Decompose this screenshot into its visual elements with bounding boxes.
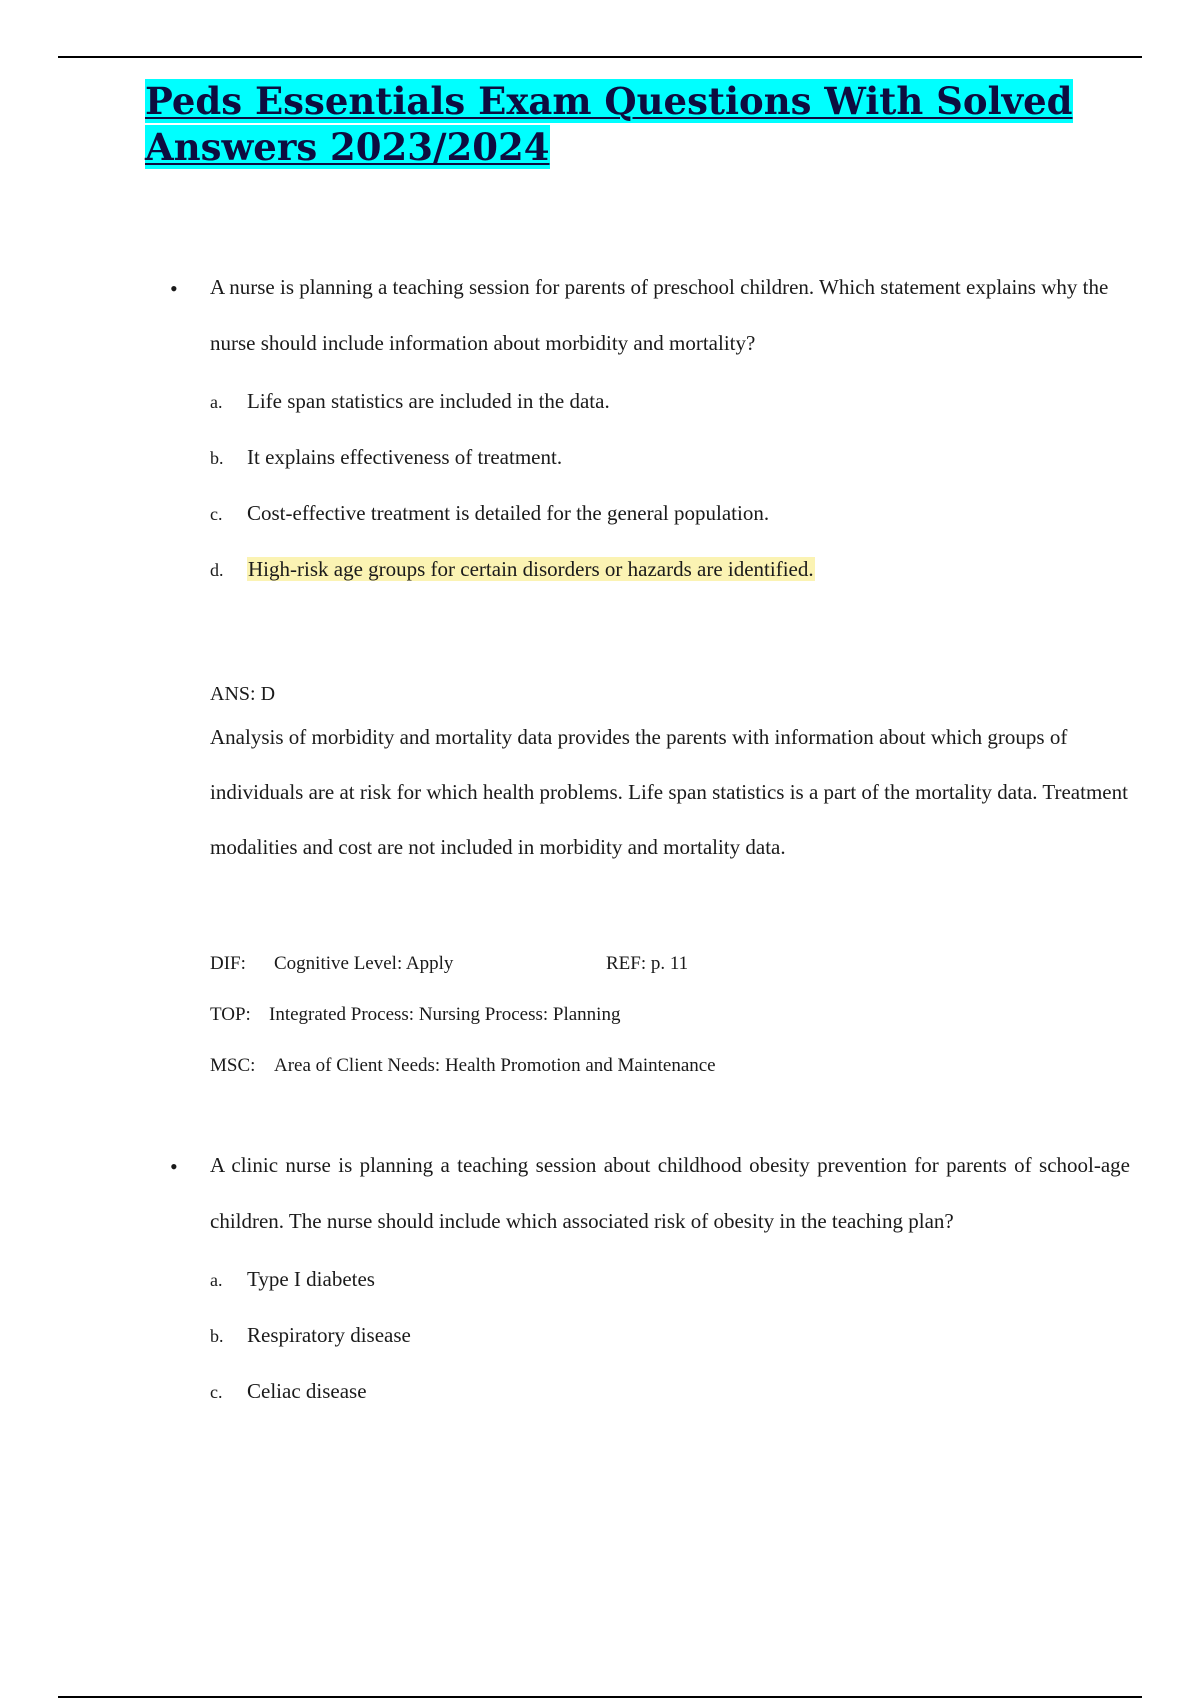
top-row bbox=[210, 998, 1130, 1049]
option-a bbox=[210, 1261, 1130, 1317]
option-text: Respiratory disease bbox=[247, 1323, 411, 1347]
bullet-icon: • bbox=[170, 276, 178, 301]
msc-label: MSC: bbox=[210, 1055, 256, 1076]
question-1-text: A nurse is planning a teaching session for parents of preschool children. Which statement explains why the nurse should include information about morbidity and mortality? bbox=[210, 275, 1109, 355]
rationale-text: Analysis of morbidity and mortality data provides the parents with information about which groups of individuals are at risk for which health problems. Life span statistics is a part of the mortality data. Treatment modalities and cost are not included in morbidity and mortality data. bbox=[210, 725, 1128, 859]
correct-option-text: High-risk age groups for certain disorders or hazards are identified. bbox=[248, 557, 814, 581]
question-1 bbox=[170, 273, 1130, 607]
option-text: It explains effectiveness of treatment. bbox=[247, 445, 563, 469]
option-b bbox=[210, 1317, 1130, 1373]
top-label: TOP: bbox=[210, 1004, 251, 1025]
option-a bbox=[210, 383, 1130, 439]
msc-value: Area of Client Needs: Health Promotion and Maintenance bbox=[274, 1055, 716, 1076]
dif-value: Cognitive Level: Apply bbox=[274, 953, 454, 974]
answer-label: ANS: D bbox=[210, 683, 276, 705]
option-letter: a. bbox=[210, 1270, 223, 1290]
option-text: Life span statistics are included in the data. bbox=[247, 389, 610, 413]
question-2 bbox=[170, 1151, 1130, 1429]
msc-row bbox=[210, 1049, 1130, 1100]
option-text: Cost-effective treatment is detailed for the general population. bbox=[247, 501, 770, 525]
top-value: Integrated Process: Nursing Process: Planning bbox=[269, 1004, 621, 1025]
option-d bbox=[210, 551, 1130, 607]
option-letter: c. bbox=[210, 504, 223, 524]
option-letter: a. bbox=[210, 392, 223, 412]
option-text: Celiac disease bbox=[247, 1379, 367, 1403]
question-2-text: A clinic nurse is planning a teaching session about childhood obesity prevention for parents of school-age children. The nurse should include which associated risk of obesity in the teaching plan? bbox=[210, 1153, 1130, 1233]
option-text: Type I diabetes bbox=[247, 1267, 375, 1291]
answer-block bbox=[210, 676, 1130, 875]
bullet-icon: • bbox=[170, 1154, 178, 1179]
question-metadata bbox=[210, 947, 1130, 1100]
bottom-rule bbox=[58, 1696, 1142, 1698]
dif-row bbox=[210, 947, 1130, 998]
ref-value: REF: p. 11 bbox=[606, 953, 689, 974]
top-rule bbox=[58, 56, 1142, 58]
option-b bbox=[210, 439, 1130, 495]
option-c bbox=[210, 495, 1130, 551]
dif-label: DIF: bbox=[210, 953, 246, 974]
option-letter: c. bbox=[210, 1382, 223, 1402]
option-c bbox=[210, 1373, 1130, 1429]
question-2-options bbox=[210, 1261, 1130, 1429]
title-text: Peds Essentials Exam Questions With Solved Answers 2023/2024 bbox=[145, 79, 1073, 169]
document-title bbox=[145, 78, 1155, 170]
option-letter: b. bbox=[210, 1326, 224, 1346]
question-1-options bbox=[210, 383, 1130, 607]
option-letter: d. bbox=[210, 560, 224, 580]
option-letter: b. bbox=[210, 448, 224, 468]
